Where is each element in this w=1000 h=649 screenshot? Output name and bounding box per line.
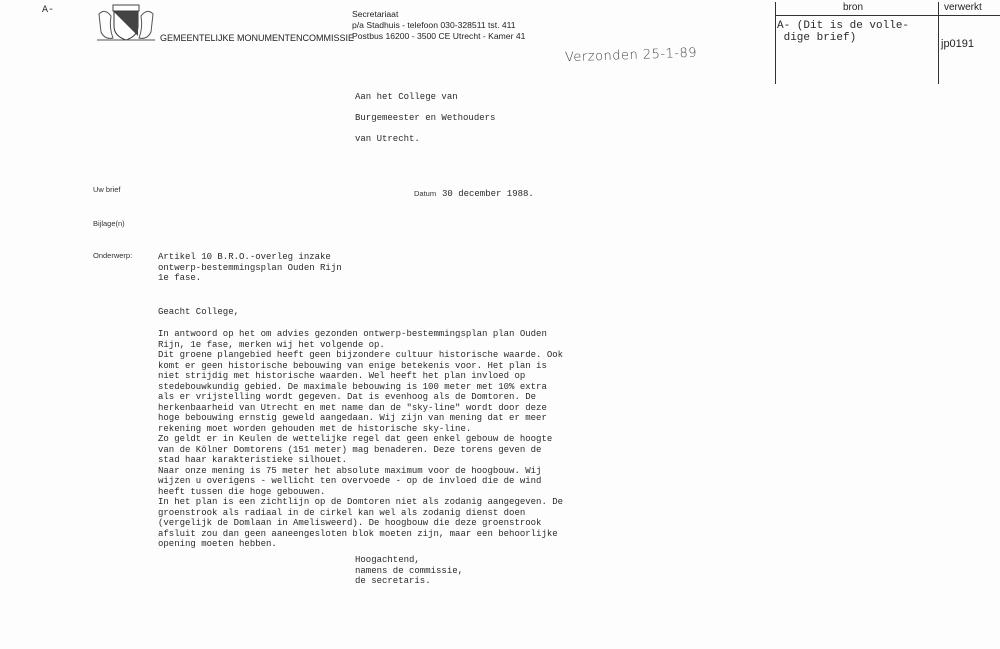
body-line: In antwoord op het om advies gezonden ontwerp-bestemmingsplan plan Ouden	[158, 329, 547, 339]
body-line: Naar onze mening is 75 meter het absolute maximum voor de hoogbouw. Wij	[158, 465, 542, 476]
header-bron: bron	[843, 2, 864, 13]
closing: Hoogachtend, namens de commissie, de secretaris.	[355, 555, 464, 586]
margin-mark: A-	[42, 5, 55, 16]
recipient-address: Aan het College van Burgemeester en Wethouders van Utrecht.	[355, 92, 496, 144]
onderwerp-label: Onderwerp:	[93, 251, 133, 260]
verwerkt-value: jp0191	[941, 38, 975, 50]
body-line: heeft tussen die hoge gebouwen.	[158, 486, 326, 497]
bron-value: A- (Dit is de volle- dige brief)	[777, 20, 910, 44]
body-line: Rijn, 1e fase, merken wij het volgende op.	[158, 339, 385, 350]
coat-of-arms-logo	[95, 2, 157, 44]
body-line: stad haar karakteristieke silhouet.	[158, 455, 348, 465]
body-line: stedebouwkundig gebied. De maximale bebouwing is 100 meter met 10% extra	[158, 381, 547, 392]
body-line: van de Kölner Domtorens (151 meter) mag benaderen. Deze torens geven de	[158, 444, 542, 455]
letter-body	[158, 329, 563, 550]
bijlagen-label: Bijlage(n)	[93, 219, 125, 228]
body-line: rekening moet worden gehouden met de historische sky-line.	[158, 423, 472, 434]
address-line: Secretariaat	[352, 9, 399, 19]
body-line: (vergelijk de Domlaan in Amelisweerd). De hoogbouw die deze groenstrook	[158, 518, 542, 528]
body-line: In het plan is een zichtlijn op de Domtoren niet als zodanig aangegeven. De	[158, 497, 564, 507]
body-line: herkenbaarheid van Utrecht en met name dan de "sky-line" wordt door deze	[158, 402, 547, 413]
body-line: afsluit zou dan geen aaneengesloten blok moeten zijn, maar een behoorlijke	[158, 528, 558, 539]
salutation: Geacht College,	[158, 307, 240, 317]
body-line: groenstrook als radiaal in de cirkel kan wel als zodanig dienst doen	[158, 507, 526, 518]
uw-brief-label: Uw brief	[93, 185, 121, 194]
body-line: wijzen u overigens - wellicht ten overvoede - op de invloed die de wind	[158, 476, 542, 486]
body-line: als er vrijstelling wordt gegeven. Dat is evenhoog als de Domtoren. De	[158, 392, 537, 402]
letterhead-address	[352, 9, 525, 42]
letter-date: 30 december 1988.	[442, 189, 534, 199]
body-line: Dit groene plangebied heeft geen bijzondere cultuur historische waarde. Ook	[158, 350, 564, 360]
handwritten-sent-date: Verzonden 25-1-89	[564, 45, 698, 66]
body-line: hoge bebouwing ernstig geweld aangedaan. Wij zijn van mening dat er meer	[158, 413, 547, 423]
address-line: p/a Stadhuis - telefoon 030-328511 tst. 411	[352, 20, 516, 30]
datum-label: Datum	[414, 189, 437, 198]
header-verwerkt: verwerkt	[944, 2, 982, 13]
organization-name: GEMEENTELIJKE MONUMENTENCOMMISSIE	[160, 33, 355, 43]
body-line: niet strijdig met historische waarden. Wel heeft het plan invloed op	[158, 371, 526, 381]
body-line: opening moeten hebben.	[158, 539, 277, 549]
body-line: komt er geen historische bebouwing van enige betekenis voor. Het plan is	[158, 360, 547, 371]
address-line: Postbus 16200 - 3500 CE Utrecht - Kamer 41	[352, 31, 526, 41]
body-line: Zo geldt er in Keulen de wettelijke regel dat geen enkel gebouw de hoogte	[158, 434, 553, 444]
subject: Artikel 10 B.R.O.-overleg inzake ontwerp-bestemmingsplan Ouden Rijn 1e fase.	[158, 252, 342, 283]
